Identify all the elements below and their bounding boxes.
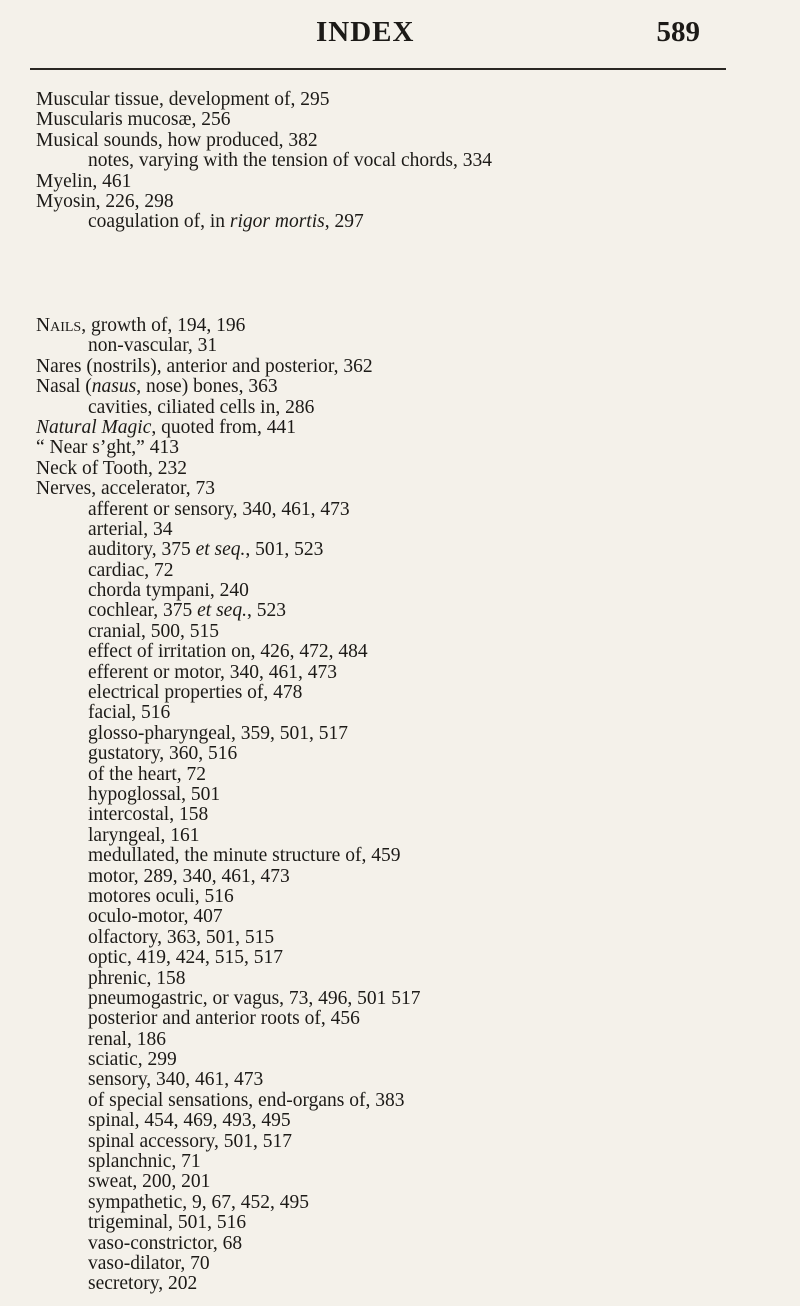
entry-text: electrical properties of, 478 (88, 682, 303, 704)
index-entry (36, 357, 756, 377)
index-entry (36, 377, 756, 397)
entry-text: optic, 419, 424, 515, 517 (88, 947, 283, 969)
entry-text: sweat, 200, 201 (88, 1171, 211, 1193)
index-entry (36, 131, 756, 151)
entry-text: olfactory, 363, 501, 515 (88, 926, 275, 948)
index-subentry (36, 1009, 756, 1029)
index-subentry (36, 336, 756, 356)
entry-text: intercostal, 158 (88, 804, 209, 826)
index-subentry (36, 1274, 756, 1294)
entry-text: gustatory, 360, 516 (88, 743, 238, 765)
index-subentry (36, 907, 756, 927)
index-subentry (36, 724, 756, 744)
entry-text: non-vascular, 31 (88, 335, 218, 357)
index-subentry (36, 1030, 756, 1050)
index-entry (36, 316, 756, 336)
entry-post: , nose) bones, 363 (136, 376, 278, 398)
entry-text: sympathetic, 9, 67, 452, 495 (88, 1191, 309, 1213)
entry-text: “ Near s’ght,” 413 (36, 437, 179, 459)
index-subentry (36, 1050, 756, 1070)
entry-text: facial, 516 (88, 702, 171, 724)
page-title: INDEX (316, 16, 415, 48)
entry-italic: et seq. (197, 600, 247, 622)
entry-text: spinal, 454, 469, 493, 495 (88, 1110, 291, 1132)
entry-text: trigeminal, 501, 516 (88, 1212, 247, 1234)
entry-post: , 297 (324, 211, 364, 233)
page-number: 589 (656, 16, 700, 48)
index-subentry (36, 846, 756, 866)
entry-text: Myosin, 226, 298 (36, 190, 174, 212)
page-header (0, 16, 800, 56)
entry-text: Myelin, 461 (36, 170, 132, 192)
entry-smallcaps: Nails (36, 315, 82, 336)
index-subentry (36, 1193, 756, 1213)
entry-text: Muscularis mucosæ, 256 (36, 109, 231, 131)
index-entry (36, 110, 756, 130)
entry-text: Nares (nostrils), anterior and posterior, 362 (36, 355, 373, 377)
index-subentry (36, 703, 756, 723)
entry-text: oculo-motor, 407 (88, 906, 223, 928)
index-subentry (36, 1091, 756, 1111)
entry-post: , 523 (246, 600, 286, 622)
entry-text: of the heart, 72 (88, 763, 207, 785)
entry-pre: cochlear, 375 (88, 600, 198, 622)
entry-italic: Natural Magic (36, 416, 152, 438)
entry-text: sciatic, 299 (88, 1049, 177, 1071)
entry-text: cavities, ciliated cells in, 286 (88, 396, 315, 418)
entry-text: hypoglossal, 501 (88, 783, 221, 805)
index-subentry (36, 989, 756, 1009)
entry-text: medullated, the minute structure of, 459 (88, 845, 401, 867)
index-subentry (36, 867, 756, 887)
entry-pre: Nasal ( (36, 376, 92, 398)
entry-text: laryngeal, 161 (88, 824, 200, 846)
index-subentry (36, 1070, 756, 1090)
index-subentry (36, 1111, 756, 1131)
index-subentry (36, 805, 756, 825)
entry-text: cranial, 500, 515 (88, 620, 220, 642)
index-entry (36, 438, 756, 458)
entry-italic: et seq. (195, 539, 246, 561)
index-subentry (36, 581, 756, 601)
index-subentry (36, 1152, 756, 1172)
index-subentry (36, 887, 756, 907)
entry-pre: auditory, 375 (88, 539, 196, 561)
index-subentry (36, 500, 756, 520)
entry-text: of special sensations, end-organs of, 383 (88, 1089, 405, 1111)
index-subentry (36, 151, 756, 171)
entry-pre: coagulation of, in (88, 211, 230, 233)
index-section-n (36, 316, 756, 1295)
entry-text: sensory, 340, 461, 473 (88, 1069, 264, 1091)
entry-text: effect of irritation on, 426, 472, 484 (88, 641, 368, 663)
index-section-m (36, 90, 756, 233)
entry-text: Musical sounds, how produced, 382 (36, 129, 318, 151)
index-subentry (36, 683, 756, 703)
entry-text: efferent or motor, 340, 461, 473 (88, 661, 338, 683)
index-subentry (36, 540, 756, 560)
index-subentry (36, 398, 756, 418)
index-entry (36, 459, 756, 479)
index-subentry (36, 622, 756, 642)
entry-text: cardiac, 72 (88, 559, 174, 581)
entry-text: pneumogastric, or vagus, 73, 496, 501 517 (88, 987, 421, 1009)
entry-text: phrenic, 158 (88, 967, 186, 989)
entry-text: Nerves, accelerator, 73 (36, 478, 215, 500)
index-entry (36, 192, 756, 212)
entry-text: spinal accessory, 501, 517 (88, 1130, 292, 1152)
entry-text: notes, varying with the tension of vocal chords, 334 (88, 150, 493, 172)
entry-text: afferent or sensory, 340, 461, 473 (88, 498, 350, 520)
index-subentry (36, 744, 756, 764)
index-entry (36, 90, 756, 110)
entry-italic: nasus (91, 376, 137, 398)
entry-italic: rigor mortis (229, 211, 325, 233)
entry-post: , 501, 523 (245, 539, 324, 561)
entry-text: motores oculi, 516 (88, 885, 234, 907)
index-subentry (36, 1213, 756, 1233)
entry-text: glosso-pharyngeal, 359, 501, 517 (88, 722, 348, 744)
index-entry (36, 479, 756, 499)
entry-text: secretory, 202 (88, 1273, 198, 1295)
entry-text: chorda tympani, 240 (88, 580, 249, 602)
index-subentry (36, 1132, 756, 1152)
entry-text: Muscular tissue, development of, 295 (36, 89, 330, 110)
index-subentry (36, 826, 756, 846)
index-subentry (36, 642, 756, 662)
entry-text: posterior and anterior roots of, 456 (88, 1008, 360, 1030)
index-subentry (36, 663, 756, 683)
index-subentry (36, 520, 756, 540)
header-rule (30, 68, 726, 70)
index-subentry (36, 1254, 756, 1274)
index-subentry (36, 969, 756, 989)
index-entry (36, 418, 756, 438)
entry-post: , quoted from, 441 (151, 416, 296, 438)
index-entry (36, 172, 756, 192)
entry-text: Neck of Tooth, 232 (36, 457, 188, 479)
index-subentry (36, 928, 756, 948)
index-subentry (36, 1172, 756, 1192)
entry-post: , growth of, 194, 196 (81, 315, 246, 336)
entry-text: splanchnic, 71 (88, 1151, 201, 1173)
index-subentry (36, 212, 756, 232)
entry-text: arterial, 34 (88, 518, 173, 540)
index-subentry (36, 601, 756, 621)
index-subentry (36, 765, 756, 785)
index-subentry (36, 948, 756, 968)
entry-text: vaso-dilator, 70 (88, 1252, 210, 1274)
entry-text: vaso-constrictor, 68 (88, 1232, 243, 1254)
entry-text: motor, 289, 340, 461, 473 (88, 865, 290, 887)
index-subentry (36, 561, 756, 581)
index-subentry (36, 785, 756, 805)
index-subentry (36, 1234, 756, 1254)
entry-text: renal, 186 (88, 1028, 166, 1050)
